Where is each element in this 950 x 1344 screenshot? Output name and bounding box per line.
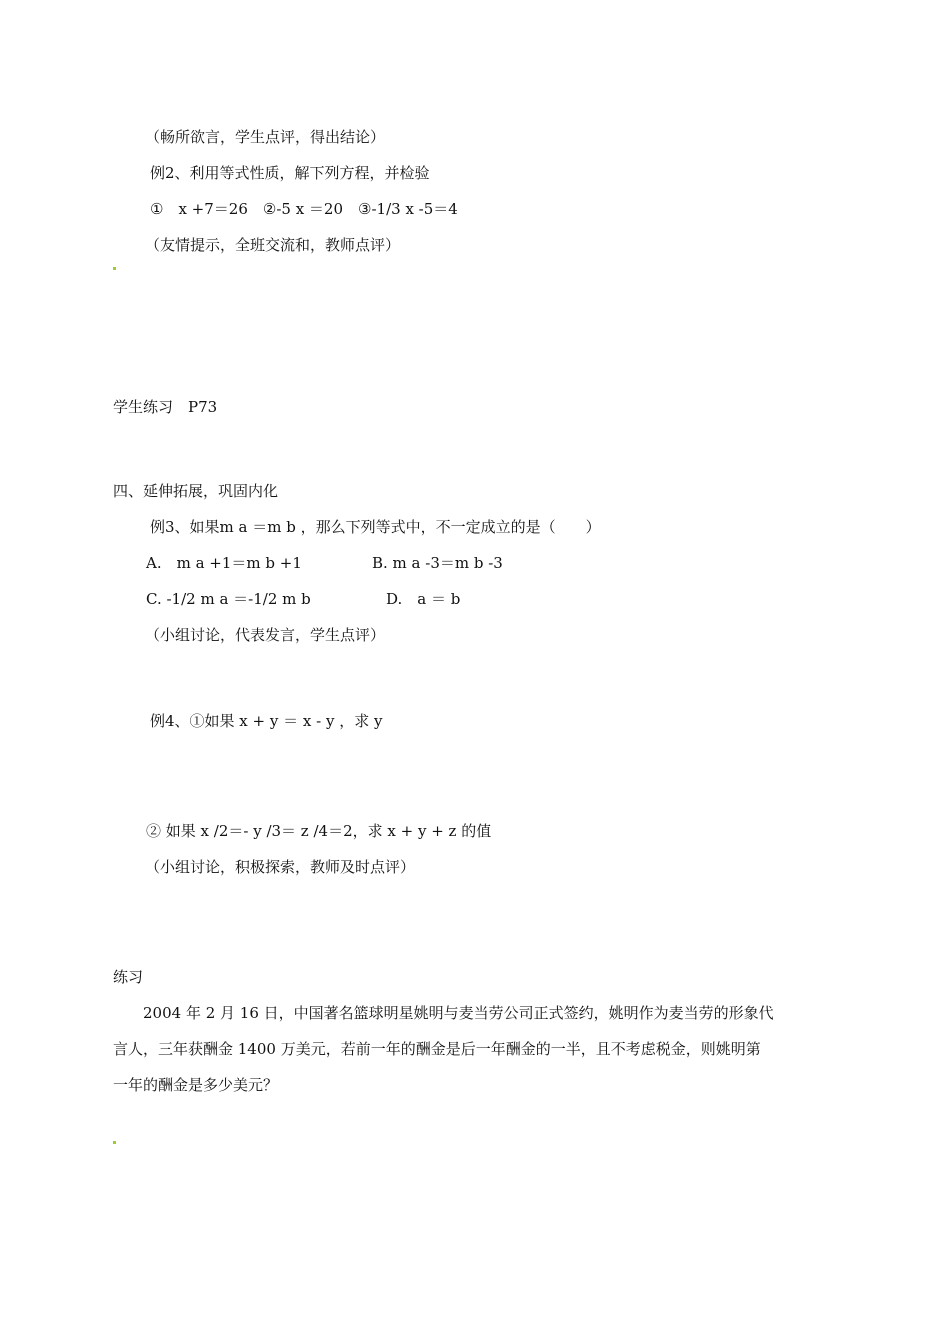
- example-2-equations: ① x +7＝26 ②-5 x ＝20 ③-1/3 x -5＝4: [150, 200, 458, 218]
- example-4-part-1: 例4、①如果 x + y ＝ x - y ，求 y: [150, 712, 383, 730]
- exercise-line-1: 2004 年 2 月 16 日，中国著名篮球明星姚明与麦当劳公司正式签约，姚明作为麦当劳的形象代: [113, 1004, 774, 1022]
- example-4-part-2: ② 如果 x /2＝- y /3＝ z /4＝2，求 x + y + z 的值: [146, 822, 492, 840]
- example-2-title: 例2、利用等式性质，解下列方程，并检验: [150, 164, 430, 182]
- exercise-line-3: 一年的酬金是多少美元？: [113, 1076, 279, 1094]
- marker-dot: [113, 1141, 116, 1144]
- note-discussion-3: （小组讨论，代表发言，学生点评）: [145, 626, 386, 644]
- option-a: A. m a +1＝m b +1: [146, 554, 302, 572]
- exercise-problem: [113, 995, 837, 1103]
- option-c: C. -1/2 m a ＝-1/2 m b: [146, 590, 311, 608]
- example-3-title: 例3、如果m a ＝m b ，那么下列等式中，不一定成立的是（ ）: [150, 518, 601, 536]
- option-d: D. a ＝ b: [386, 590, 461, 608]
- exercise-heading: 练习: [113, 968, 144, 986]
- option-b: B. m a -3＝m b -3: [372, 554, 503, 572]
- note-discussion-4: （小组讨论，积极探索，教师及时点评）: [145, 858, 416, 876]
- section-4-heading: 四、延伸拓展，巩固内化: [113, 482, 279, 500]
- student-practice-heading: 学生练习 P73: [113, 398, 218, 416]
- note-discussion-1: （畅所欲言，学生点评，得出结论）: [145, 128, 386, 146]
- note-discussion-2: （友情提示，全班交流和，教师点评）: [145, 236, 401, 254]
- marker-dot: [113, 267, 116, 270]
- exercise-line-2: 言人，三年获酬金 1400 万美元，若前一年的酬金是后一年酬金的一半，且不考虑税金，则姚明第: [113, 1040, 761, 1058]
